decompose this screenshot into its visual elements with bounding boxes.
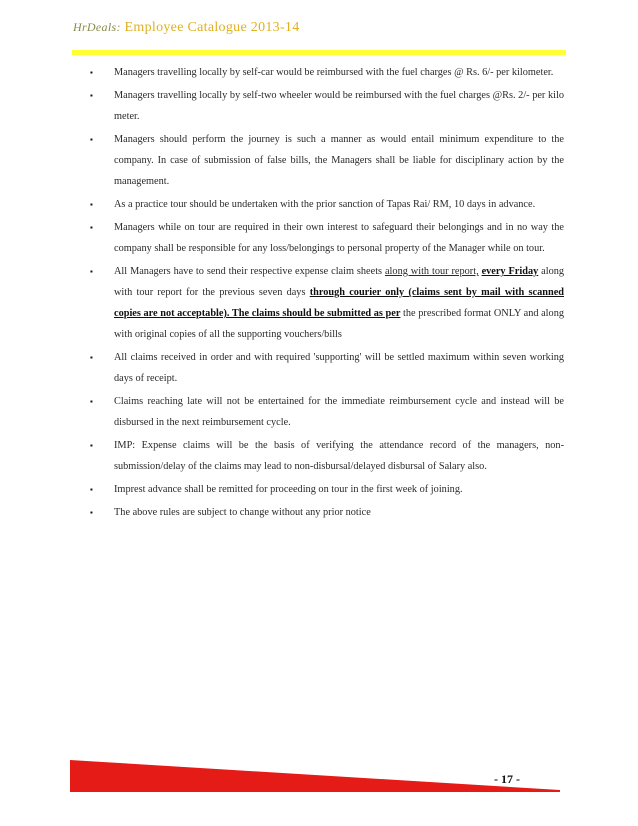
- list-item: [90, 391, 564, 433]
- list-item: [90, 261, 564, 345]
- bullet-icon: ▪: [90, 267, 93, 276]
- header-brand: HrDeals: [73, 20, 117, 34]
- list-item: [90, 502, 564, 523]
- item-text: Imprest advance shall be remitted for proceeding on tour in the first week of joining.: [114, 484, 463, 495]
- bullet-icon: ▪: [90, 508, 93, 517]
- list-item: [90, 62, 564, 83]
- item-text: The above rules are subject to change without any prior notice: [114, 507, 371, 518]
- item-text: Managers while on tour are required in their own interest to safeguard their belongings and in no way the company shall be responsible for any loss/belongings to personal property of the Manager while on tour.: [114, 222, 564, 254]
- item-text: Managers travelling locally by self-two wheeler would be reimbursed with the fuel charges @Rs. 2/- per kilo meter.: [114, 90, 564, 122]
- item-text: along with tour report for the previous seven days: [114, 266, 565, 298]
- item-text: Managers travelling locally by self-car would be reimbursed with the fuel charges @ Rs. 6/- per kilometer.: [114, 67, 554, 78]
- header-separator: :: [116, 20, 121, 34]
- list-item: [90, 217, 564, 259]
- rules-list: [90, 62, 564, 525]
- item-text: All Managers have to send their respective expense claim sheets: [114, 266, 385, 277]
- list-item: [90, 85, 564, 127]
- item-text: through courier only (claims sent by mail with scanned copies are not acceptable). The claims should be submitted as per: [114, 287, 564, 319]
- item-text: IMP: Expense claims will be the basis of verifying the attendance record of the managers, non-submission/delay of the claims may lead to non-disbursal/delayed disbursal of Salary also.: [114, 440, 564, 472]
- list-item: [90, 129, 564, 192]
- item-text: the prescribed format ONLY and along with original copies of all the supporting vouchers/bills: [114, 308, 564, 340]
- list-item: [90, 194, 564, 215]
- header-title: Employee Catalogue 2013-14: [124, 20, 300, 35]
- page-number: - 17 -: [494, 772, 520, 786]
- footer-band: [70, 760, 560, 792]
- bullet-icon: ▪: [90, 68, 93, 77]
- bullet-icon: ▪: [90, 91, 93, 100]
- bullet-icon: ▪: [90, 223, 93, 232]
- item-text: along with tour report,: [384, 266, 479, 277]
- item-text: Managers should perform the journey is such a manner as would entail minimum expenditure to the company. In case of submission of false bills, the Managers shall be liable for disciplinary action by the management.: [114, 134, 564, 187]
- bullet-icon: ▪: [90, 135, 93, 144]
- item-text: All claims received in order and with required 'supporting' will be settled maximum within seven working days of receipt.: [114, 352, 564, 384]
- header-rule: [72, 50, 566, 55]
- page-header: [73, 20, 300, 36]
- bullet-icon: ▪: [90, 200, 93, 209]
- item-text: every Friday: [481, 266, 539, 277]
- list-item: [90, 435, 564, 477]
- bullet-icon: ▪: [90, 397, 93, 406]
- list-item: [90, 479, 564, 500]
- bullet-icon: ▪: [90, 353, 93, 362]
- item-text: Claims reaching late will not be entertained for the immediate reimbursement cycle and instead will be disbursed in the next reimbursement cycle.: [114, 396, 564, 428]
- list-item: [90, 347, 564, 389]
- bullet-icon: ▪: [90, 485, 93, 494]
- item-text: As a practice tour should be undertaken with the prior sanction of Tapas Rai/ RM, 10 days in advance.: [114, 199, 536, 210]
- bullet-icon: ▪: [90, 441, 93, 450]
